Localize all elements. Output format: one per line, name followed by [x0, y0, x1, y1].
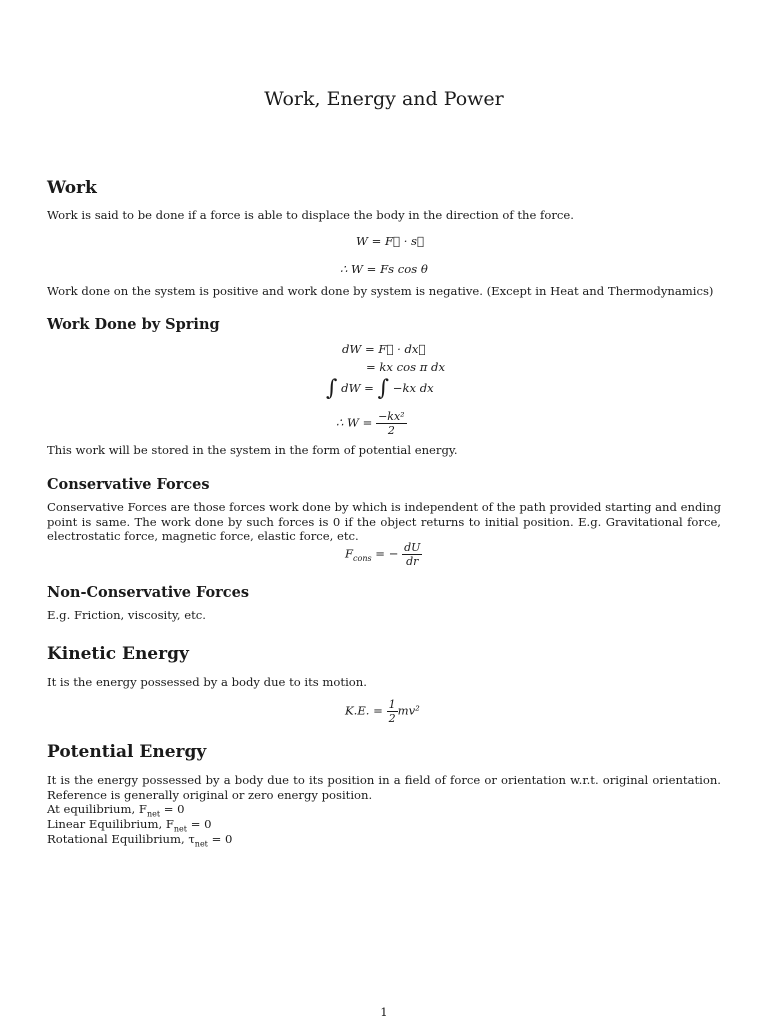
spring-equation-2: = kx cos π dx [366, 360, 446, 374]
conservative-equation [345, 541, 422, 568]
non-conservative-text: E.g. Friction, viscosity, etc. [47, 608, 206, 622]
heading-work: Work [47, 178, 97, 198]
spring-eq4-denominator: 2 [387, 424, 395, 437]
spring-equation-4 [336, 410, 407, 437]
spring-equation-1 [342, 342, 425, 356]
potential-text: It is the energy possessed by a body due to its position in a field of force or orientation w.r.t. original orientation. Reference is generally original or zero energy position. [47, 773, 721, 802]
page-title: Work, Energy and Power [264, 88, 504, 110]
kinetic-eq-lhs: K.E. = [345, 703, 383, 718]
kinetic-eq-rhs: mv² [397, 703, 420, 718]
pe-line2-sub: net [173, 824, 188, 834]
conservative-eq-mid: = − [375, 546, 399, 561]
spring-equation-3 [326, 378, 434, 400]
kinetic-equation [345, 698, 420, 725]
work-intro: Work is said to be done if a force is able to displace the body in the direction of the force. [47, 208, 574, 222]
kinetic-eq-fraction [387, 698, 398, 725]
kinetic-text: It is the energy possessed by a body due to its motion. [47, 675, 367, 689]
spring-eq1-rhs: = F⃗ · dx⃗ [365, 342, 426, 356]
work-note: Work done on the system is positive and work done by system is negative. (Except in Heat and Thermodynamics) [47, 284, 714, 298]
pe-line1-sub: net [146, 809, 161, 819]
spring-eq3-lhs: dW = [341, 381, 374, 395]
integral-symbol: ∫ [326, 376, 338, 401]
spring-eq4-lhs: ∴ W = [336, 415, 373, 430]
spring-eq1-lhs: dW [342, 342, 362, 356]
potential-line-rotational [47, 832, 232, 851]
pe-line3-text: Rotational Equilibrium, τ [47, 832, 195, 846]
page-number: 1 [380, 1005, 388, 1019]
heading-non-conservative-forces: Non-Conservative Forces [47, 584, 250, 601]
spring-eq4-fraction [376, 410, 407, 437]
work-equation-2: ∴ W = Fs cos θ [340, 262, 428, 276]
heading-kinetic-energy: Kinetic Energy [47, 644, 189, 664]
spring-eq4-numerator: −kx² [378, 410, 405, 423]
pe-line1-text: At equilibrium, F [47, 802, 147, 816]
conservative-eq-lhs: F [345, 546, 354, 561]
conservative-eq-sub: cons [353, 553, 372, 563]
kinetic-eq-denominator: 2 [388, 712, 396, 725]
heading-conservative-forces: Conservative Forces [47, 476, 210, 493]
heading-work-by-spring: Work Done by Spring [47, 316, 220, 333]
kinetic-eq-numerator: 1 [388, 698, 396, 711]
spring-eq3-rhs: −kx dx [392, 381, 434, 395]
conservative-eq-numerator: dU [404, 541, 421, 554]
heading-potential-energy: Potential Energy [47, 742, 207, 762]
conservative-eq-denominator: dr [406, 555, 419, 568]
pe-line2-end: = 0 [187, 817, 212, 831]
spring-note: This work will be stored in the system in the form of potential energy. [47, 443, 458, 457]
conservative-text: Conservative Forces are those forces work done by which is independent of the path provided starting and ending point is same. The work done by such forces is 0 if the object returns to initial position. E.g. Gravitational force, electrostatic force, magnetic force, elastic force, etc. [47, 500, 721, 544]
conservative-eq-fraction [402, 541, 422, 568]
work-equation-1: W = F⃗ · s⃗ [356, 234, 424, 248]
pe-line3-end: = 0 [207, 832, 233, 846]
pe-line2-text: Linear Equilibrium, F [47, 817, 174, 831]
pe-line1-end: = 0 [160, 802, 185, 816]
pe-line3-sub: net [194, 839, 208, 849]
integral-symbol: ∫ [377, 376, 390, 401]
